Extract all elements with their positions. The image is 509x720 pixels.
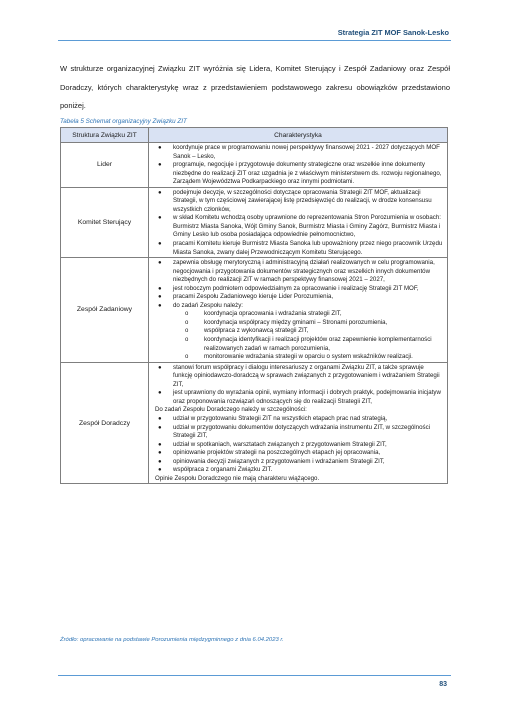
list-item: ● koordynuje prace w programowaniu nowej perspektywy finansowej 2021 - 2027 dotyczących MOF Sanok – Lesko,	[158, 144, 440, 160]
footer-divider	[58, 675, 451, 676]
bullet-icon: ●	[158, 302, 162, 309]
table-row-komitet-sterujacy	[61, 187, 448, 257]
list-item: ● udział w spotkaniach, warsztatach związanych z przygotowaniem Strategii ZIT,	[158, 440, 387, 448]
list-item: ● opiniowanie projektów strategii na poszczególnych etapach jej opracowania,	[158, 449, 381, 457]
bullet-list	[155, 144, 443, 187]
bullet-icon: ●	[158, 241, 162, 248]
list-item: ● zapewnia obsługę merytoryczną i administracyjną działań realizowanych w celu programowania, negocjowania i przygotowania dokumentów strategicznych oraz wszelkich innych dokumentów niezbędnych do realizacji ZIT w ramach perspektywy finansowej 2021 – 2027,	[158, 259, 435, 284]
bullet-icon: ●	[158, 424, 162, 431]
row-label: Komitet Sterujący	[61, 187, 149, 257]
bullet-icon: ●	[158, 260, 162, 267]
circle-bullet-icon: o	[185, 319, 189, 326]
sub-list-item: o koordynacja opracowania i wdrażania strategii ZIT,	[185, 310, 342, 318]
bullet-icon: ●	[158, 415, 162, 422]
table-row-zespol-doradczy	[61, 362, 448, 484]
row-description	[149, 258, 448, 363]
organization-table	[60, 127, 448, 484]
table-row-lider	[61, 143, 448, 188]
bullet-icon: ●	[158, 215, 162, 222]
column-header-characteristics: Charakterystyka	[149, 128, 448, 143]
list-item: ● pracami Zespołu Zadaniowego kieruje Lider Porozumienia,	[158, 293, 334, 301]
row-description	[149, 362, 448, 484]
table-caption: Tabela 5 Schemat organizacyjny Związku ZIT	[60, 118, 187, 125]
sub-list-item: o współpraca z wykonawcą strategii ZIT,	[185, 327, 309, 335]
bullet-icon: ●	[158, 145, 162, 151]
bullet-icon: ●	[158, 364, 162, 371]
sub-list-item: o koordynacja identyfikacji i realizacji projektów oraz zapewnienie komplementarności realizowanych zadań w ramach porozumienia,	[185, 336, 432, 352]
circle-bullet-icon: o	[185, 354, 189, 361]
list-item: ● programuje, negocjuje i przygotowuje dokumenty strategiczne oraz wszelkie inne dokumenty niezbędne do realizacji ZIT oraz uzgadnia je z właściwym ministerstwem ds. rozwoju regionalnego, Zarządem Województwa Podkarpackiego oraz innymi podmiotami.	[158, 161, 442, 186]
bullet-list	[155, 364, 443, 407]
circle-bullet-icon: o	[185, 337, 189, 344]
page-number: 83	[439, 681, 447, 688]
table-row-zespol-zadaniowy	[61, 258, 448, 363]
list-item: ● jest roboczym podmiotem odpowiedzialnym za opracowanie i realizację Strategii ZIT MOF,	[158, 284, 419, 292]
table-source-note: Źródło: opracowanie na podstawie Porozumienia międzygminnego z dnia 6.04.2023 r.	[60, 637, 284, 643]
header-divider	[58, 40, 451, 41]
running-header-title: Strategia ZIT MOF Sanok-Lesko	[337, 28, 449, 37]
circle-bullet-icon: o	[185, 311, 189, 318]
bullet-icon: ●	[158, 458, 162, 465]
row-description	[149, 187, 448, 257]
circle-bullet-icon: o	[185, 328, 189, 335]
sub-list-item: o koordynacja współpracy między gminami – Stronami porozumienia,	[185, 318, 388, 326]
bullet-icon: ●	[158, 285, 162, 292]
list-item: ● podejmuje decyzje, w szczególności dotyczące opracowania Strategii ZIT MOF, aktualizacji Strategii, w tym częściowej zawierającej listę przedsięwzięć do realizacji, w drodze konsensusu wszystkich członków,	[158, 188, 432, 213]
list-item: ● stanowi forum współpracy i dialogu interesariuszy z organami Związku ZIT, a także sprawuje funkcję opiniodawczo-doradczą w sprawach związanych z przygotowaniem i wdrażaniem Strategii ZIT,	[158, 363, 440, 388]
bullet-icon: ●	[158, 390, 162, 397]
bullet-list	[155, 189, 443, 257]
bullet-list	[155, 415, 443, 475]
list-item: ● udział w przygotowaniu Strategii ZIT na wszystkich etapach prac nad strategią,	[158, 414, 388, 422]
row-label: Lider	[61, 143, 149, 188]
row-label: Zespół Zadaniowy	[61, 258, 149, 363]
list-item: ● współpraca z organami Związku ZIT.	[158, 466, 273, 474]
bullet-icon: ●	[158, 467, 162, 474]
intro-paragraph: W strukturze organizacyjnej Związku ZIT wyróżnia się Lidera, Komitet Sterujący i Zespół Zadaniowy oraz Zespół Doradczy, których charakterystykę wraz z przedstawieniem podstawowego zakresu obowiązków przedstawiono poniżej.	[60, 64, 450, 110]
column-header-structure: Struktura Związku ZIT	[61, 128, 149, 143]
list-item: ● opiniowania decyzji związanych z przygotowaniem i wdrażaniem Strategii ZIT,	[158, 457, 385, 465]
list-item: ● w skład Komitetu wchodzą osoby uprawnione do reprezentowania Stron Porozumienia w osobach: Burmistrz Miasta Sanoka, Wójt Gminy Sanok, Burmistrz Miasta i Gminy Zagórz, Burmistrz Miasta i Gminy Lesko lub osoba posiadająca odpowiednie pełnomocnictwo,	[158, 214, 441, 239]
list-item: ● jest uprawniony do wyrażania opinii, wymiany informacji i dobrych praktyk, podejmowania inicjatyw oraz proponowania rozwiązań odnoszących się do realizacji Strategii ZIT,	[158, 389, 441, 405]
bullet-icon: ●	[158, 162, 162, 169]
row-label: Zespół Doradczy	[61, 362, 149, 484]
bullet-list	[155, 259, 443, 362]
list-item: ● pracami Komitetu kieruje Burmistrz Miasta Sanoka lub upoważniony przez niego pracownik Urzędu Miasta Sanoka, zwany dalej Przewodniczącym Komitetu Sterującego.	[158, 240, 443, 256]
list-item: ● do zadań Zespołu należy:	[158, 301, 243, 309]
bullet-icon: ●	[158, 294, 162, 301]
bullet-icon: ●	[158, 441, 162, 448]
row-description	[149, 143, 448, 188]
table-header-row	[61, 128, 448, 143]
bullet-icon: ●	[158, 450, 162, 457]
closing-note: Opinie Zespołu Doradczego nie mają charakteru wiążącego.	[155, 474, 320, 482]
sub-list-item: o monitorowanie wdrażania strategii w oparciu o system wskaźników realizacji.	[185, 353, 413, 361]
bullet-icon: ●	[158, 189, 162, 196]
tasks-intro: Do zadań Zespołu Doradczego należy w szczególności:	[155, 406, 307, 414]
list-item: ● udział w przygotowaniu dokumentów dotyczących wdrażania instrumentu ZIT, w szczególności Strategii ZIT,	[158, 423, 431, 440]
